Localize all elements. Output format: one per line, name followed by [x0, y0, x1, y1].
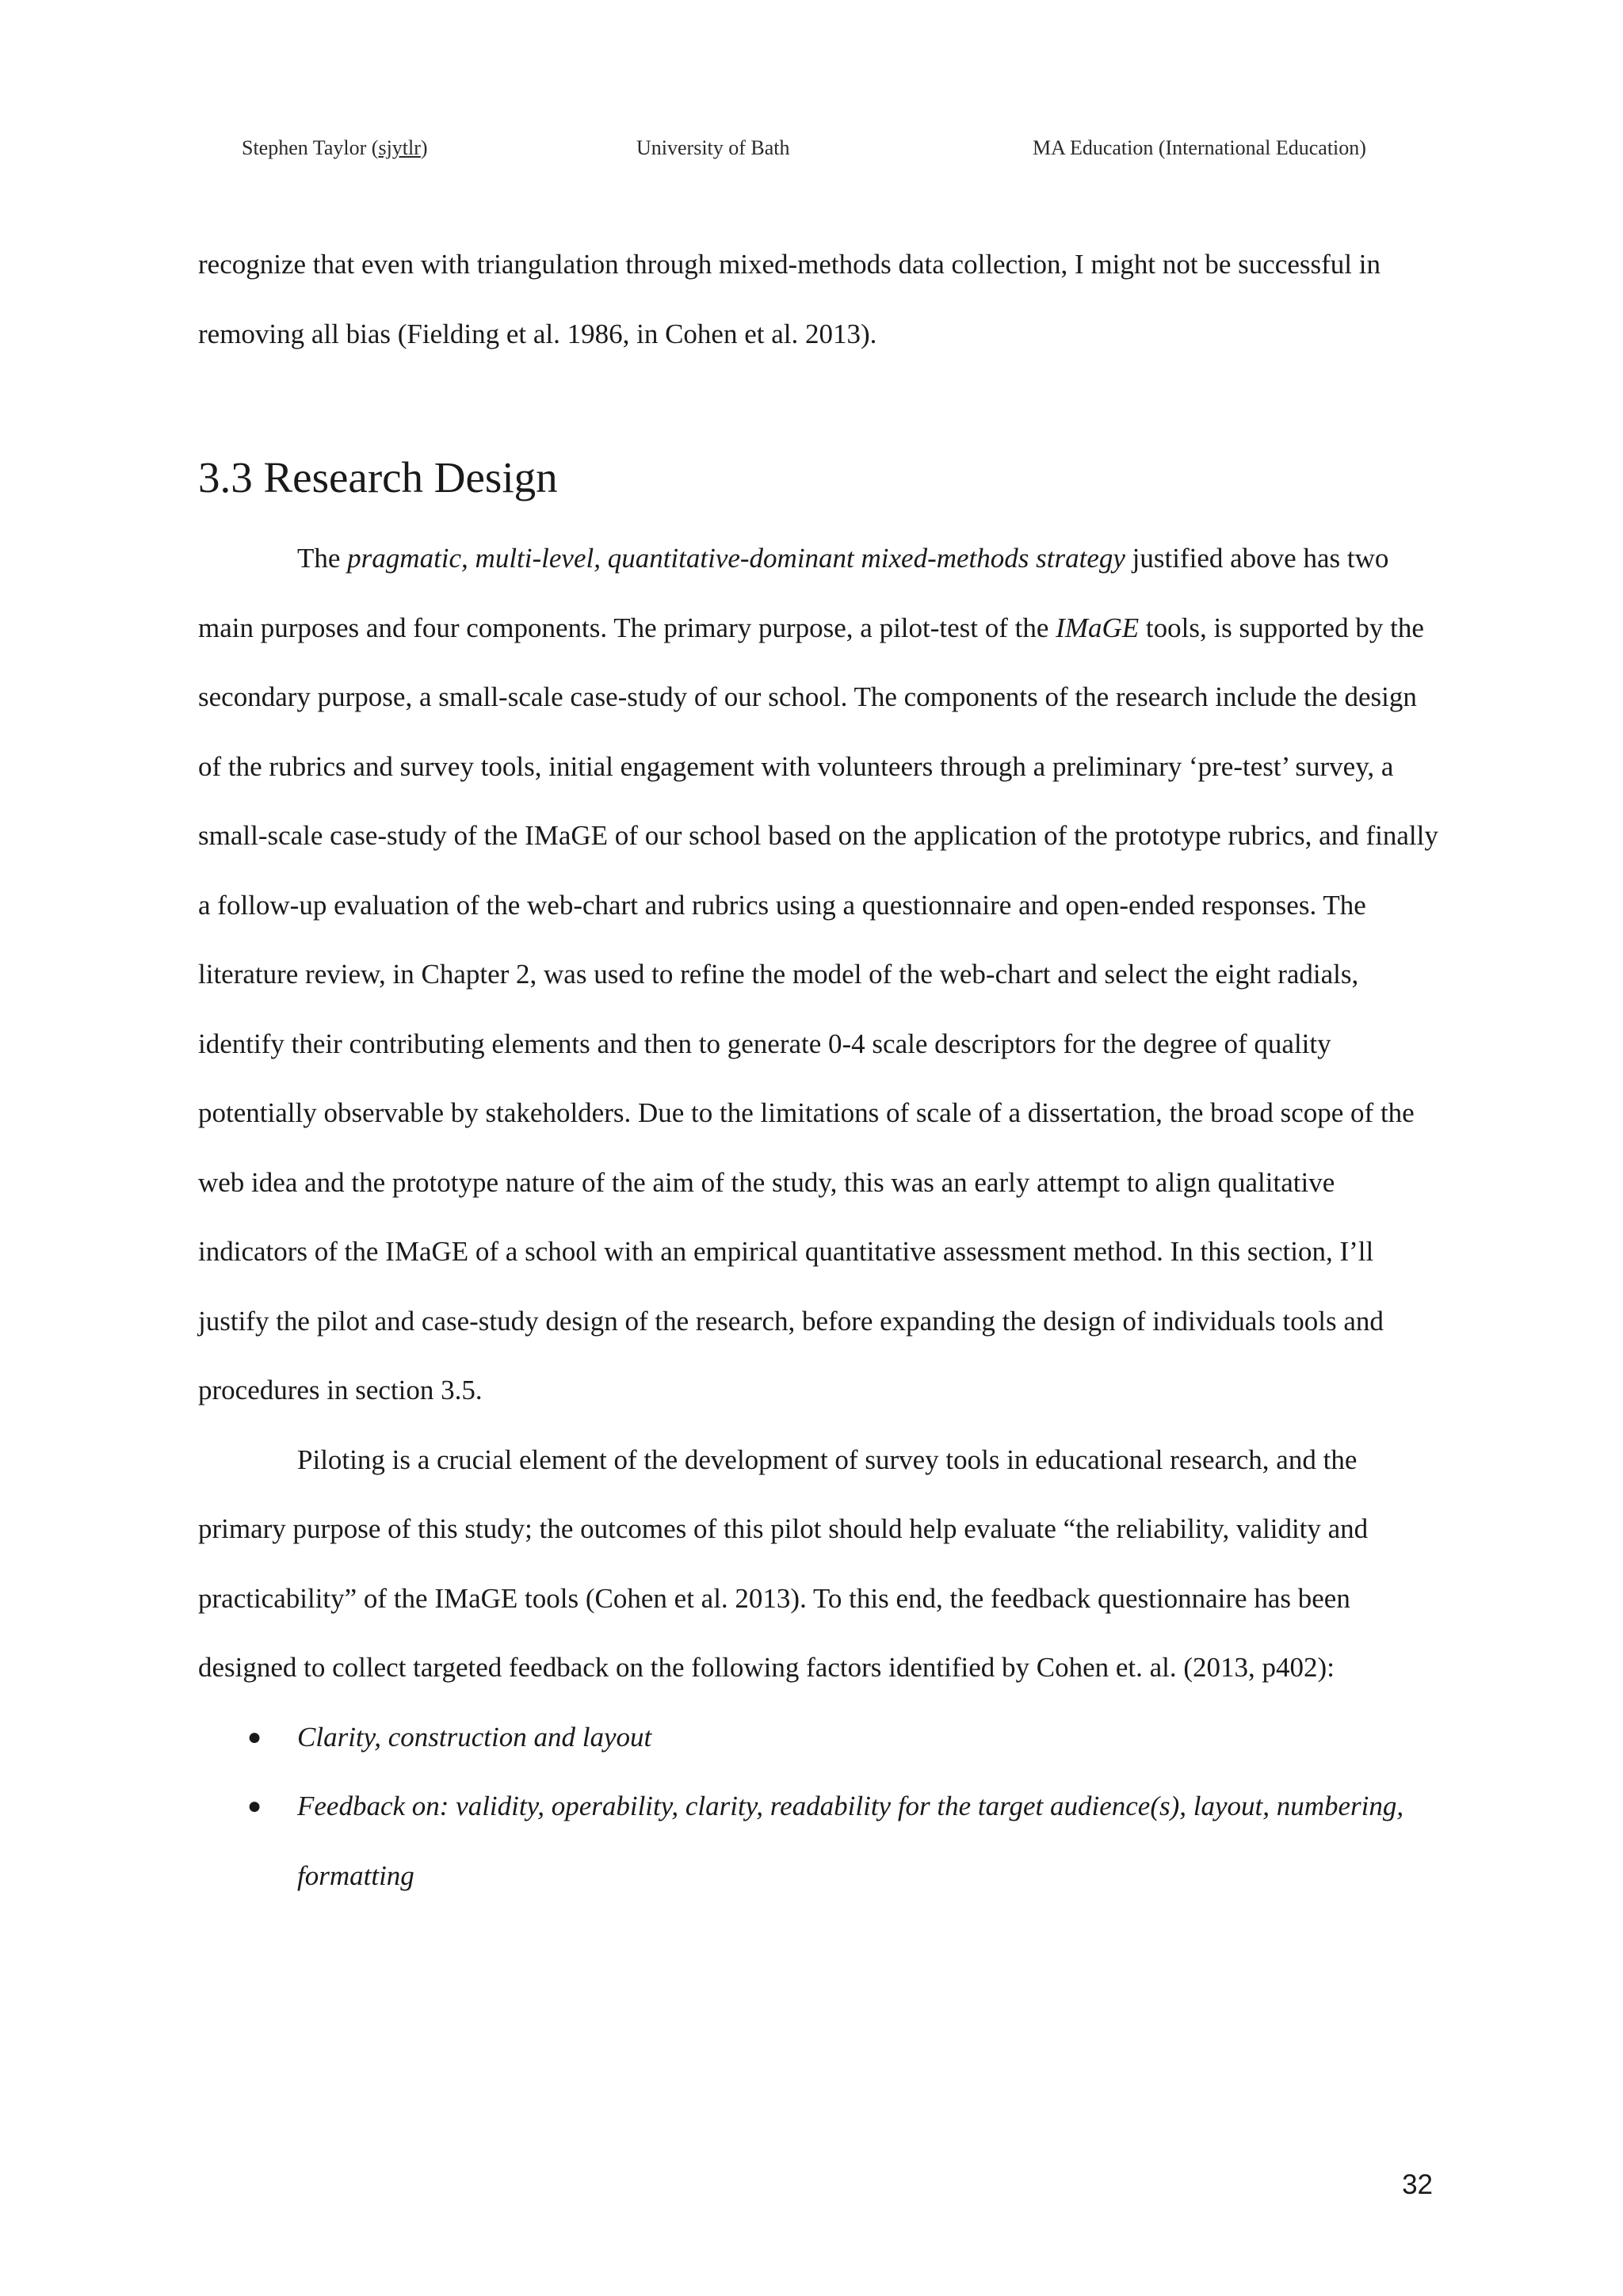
para1-emphasis-image: IMaGE [1056, 612, 1140, 643]
intro-paragraph: recognize that even with triangulation through mixed-methods data collection, I might not be successful in removing all bias (Fielding et al. 1986, in Cohen et al. 2013). [198, 249, 1381, 349]
factor-list [198, 1703, 1442, 1911]
research-design-paragraph [198, 524, 1442, 1425]
running-header [0, 136, 1623, 168]
header-university: University of Bath [636, 136, 790, 159]
bullet-icon: ● [247, 1723, 262, 1750]
para1-part-b: justified above has two main purposes and four components. The primary purpose, a pilot-test of the [198, 543, 1389, 643]
section-heading: 3.3 Research Design [198, 453, 558, 502]
page-body [198, 230, 1442, 1910]
header-author-suffix: ) [420, 136, 428, 159]
header-author-prefix: Stephen Taylor ( [242, 136, 379, 159]
para1-part-c: tools, is supported by the secondary purpose, a small-scale case-study of our school. The components of the research include the design of the rubrics and survey tools, initial engagement with volunteers through a preliminary ‘pre-test’ survey, a small-scale case-study of the IMaGE of our school based on the application of the prototype rubrics, and finally a follow-up evaluation of the web-chart and rubrics using a questionnaire and open-ended responses. The literature review, in Chapter 2, was used to refine the model of the web-chart and select the eight radials, identify their contributing elements and then to generate 0-4 scale descriptors for the degree of quality potentially observable by stakeholders. Due to the limitations of scale of a dissertation, the broad scope of the web idea and the prototype nature of the aim of the study, this was an early attempt to align qualitative indicators of the IMaGE of a school with an empirical quantitative assessment method. In this section, I’ll justify the pilot and case-study design of the research, before expanding the design of individuals tools and procedures in section 3.5. [198, 612, 1438, 1405]
header-author-handle: sjytlr [378, 136, 421, 159]
header-program: MA Education (International Education) [1033, 136, 1366, 159]
para1-part-a: The [297, 543, 348, 574]
bullet-icon: ● [247, 1793, 262, 1819]
page-number: 32 [1402, 2169, 1433, 2200]
list-item-text: Feedback on: validity, operability, clarity, readability for the target audience(s), layout, numbering, formatting [297, 1791, 1404, 1891]
list-item [198, 1703, 1442, 1772]
list-item-text: Clarity, construction and layout [297, 1721, 652, 1753]
header-author [242, 136, 428, 160]
piloting-paragraph: Piloting is a crucial element of the development of survey tools in educational research, and the primary purpose of this study; the outcomes of this pilot should help evaluate “the reliability, validity and practicability” of the IMaGE tools (Cohen et al. 2013). To this end, the feedback questionnaire has been designed to collect targeted feedback on the following factors identified by Cohen et. al. (2013, p402): [198, 1444, 1369, 1683]
list-item [198, 1772, 1442, 1910]
para1-emphasis-strategy: pragmatic, multi-level, quantitative-dominant mixed-methods strategy [347, 543, 1125, 574]
